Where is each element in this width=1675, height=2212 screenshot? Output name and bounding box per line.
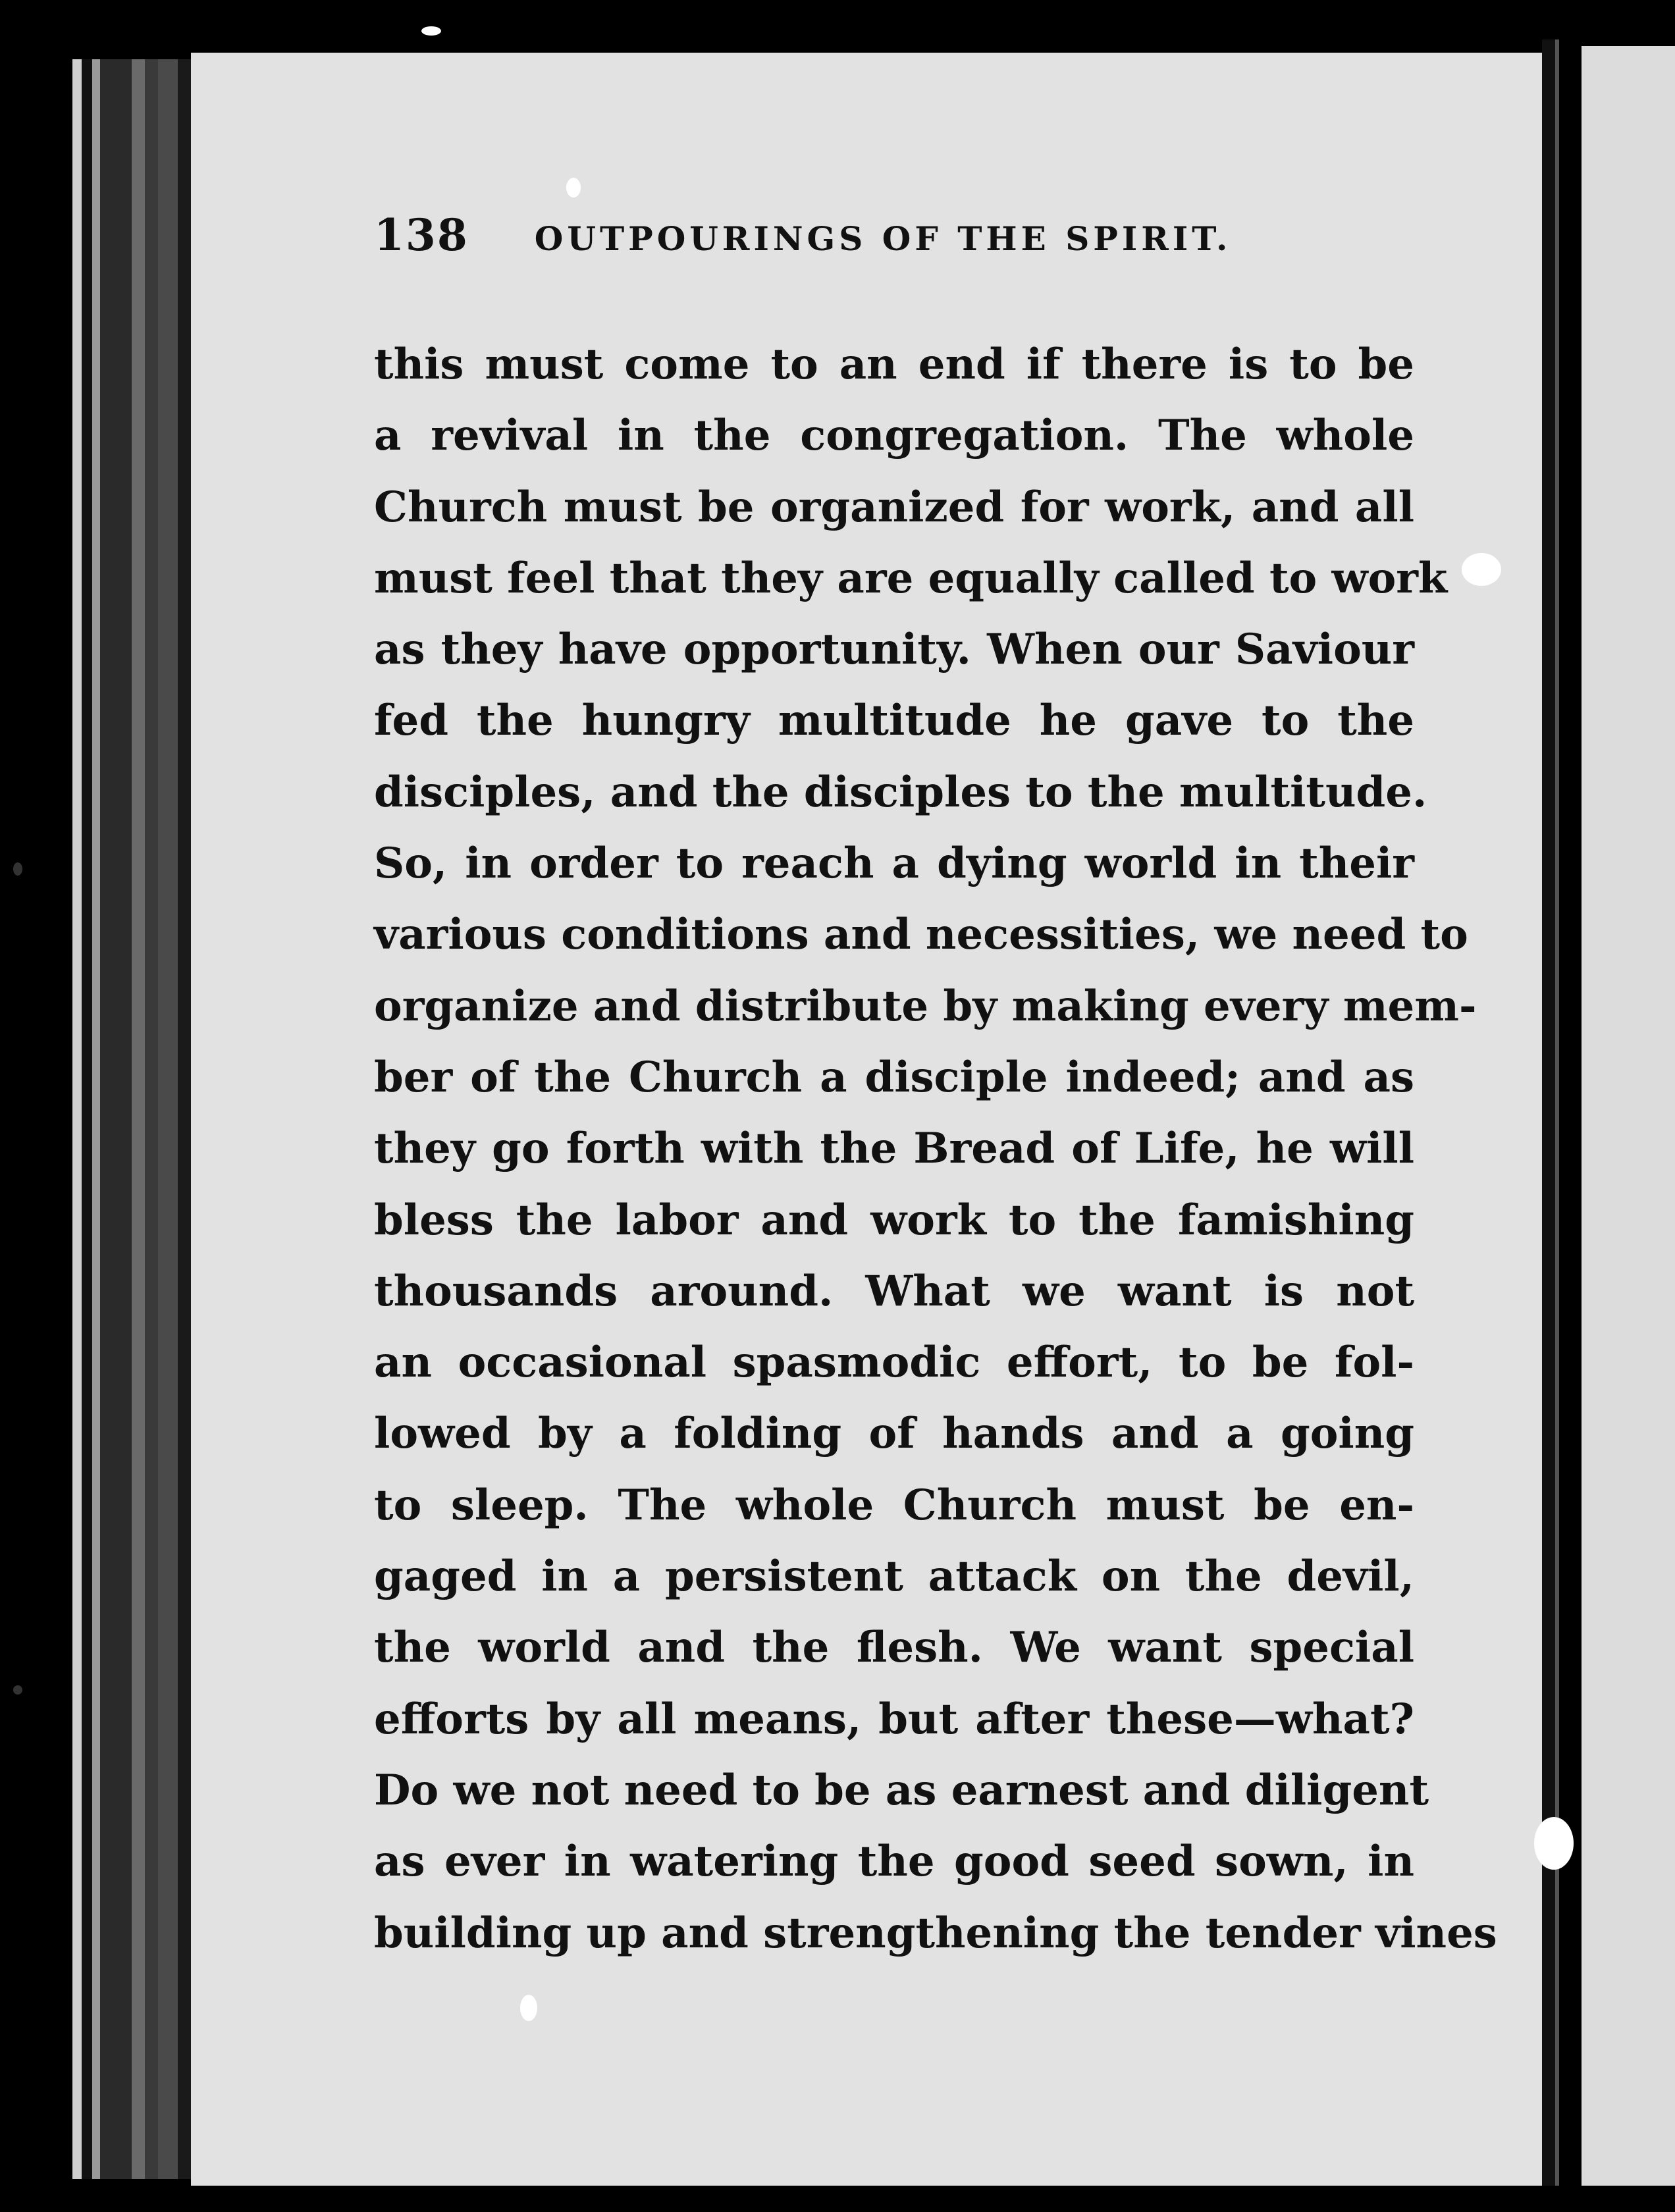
text-line: fed the hungry multitude he gave to the — [374, 696, 1414, 746]
running-title: OUTPOURINGS OF THE SPIRIT. — [534, 219, 1232, 258]
text-line: organize and distribute by making every mem- — [374, 981, 1477, 1031]
scan-speck — [421, 26, 441, 36]
text-line: thousands around. What we want is not — [374, 1266, 1414, 1316]
text-line: Church must be organized for work, and all — [374, 482, 1414, 532]
page-number: 138 — [374, 209, 469, 261]
scan-speck — [13, 1685, 22, 1695]
text-line: So, in order to reach a dying world in their — [374, 839, 1414, 889]
text-line: a revival in the congregation. The whole — [374, 411, 1414, 461]
text-line: as they have opportunity. When our Saviour — [374, 625, 1414, 675]
text-line: building up and strengthening the tender vines — [374, 1908, 1497, 1958]
scan-speck — [13, 862, 22, 876]
text-line: the world and the flesh. We want special — [374, 1623, 1414, 1673]
text-line: Do we not need to be as earnest and diligent — [374, 1765, 1429, 1815]
text-line: an occasional spasmodic effort, to be fol- — [374, 1338, 1414, 1388]
text-line: to sleep. The whole Church must be en- — [374, 1480, 1414, 1530]
scan-speck — [566, 178, 581, 198]
text-line: lowed by a folding of hands and a going — [374, 1409, 1414, 1459]
text-line: disciples, and the disciples to the multitude. — [374, 767, 1427, 817]
text-line: this must come to an end if there is to be — [374, 340, 1414, 389]
scan-speck — [1462, 553, 1501, 586]
text-line: they go forth with the Bread of Life, he will — [374, 1124, 1414, 1174]
body-text — [374, 329, 1497, 1969]
text-line: ber of the Church a disciple indeed; and as — [374, 1052, 1414, 1102]
text-line: bless the labor and work to the famishing — [374, 1195, 1414, 1245]
facing-page-sliver — [1582, 46, 1675, 2186]
text-line: must feel that they are equally called to work — [374, 553, 1448, 603]
text-line: gaged in a persistent attack on the devil, — [374, 1552, 1414, 1602]
scan-speck — [520, 1995, 537, 2021]
book-spine-edge — [59, 59, 191, 2179]
scan-speck — [1534, 1817, 1574, 1870]
running-head — [374, 209, 1309, 269]
text-line: various conditions and necessities, we need to — [374, 910, 1468, 960]
text-line: efforts by all means, but after these—what? — [374, 1694, 1414, 1744]
text-line: as ever in watering the good seed sown, in — [374, 1837, 1414, 1887]
